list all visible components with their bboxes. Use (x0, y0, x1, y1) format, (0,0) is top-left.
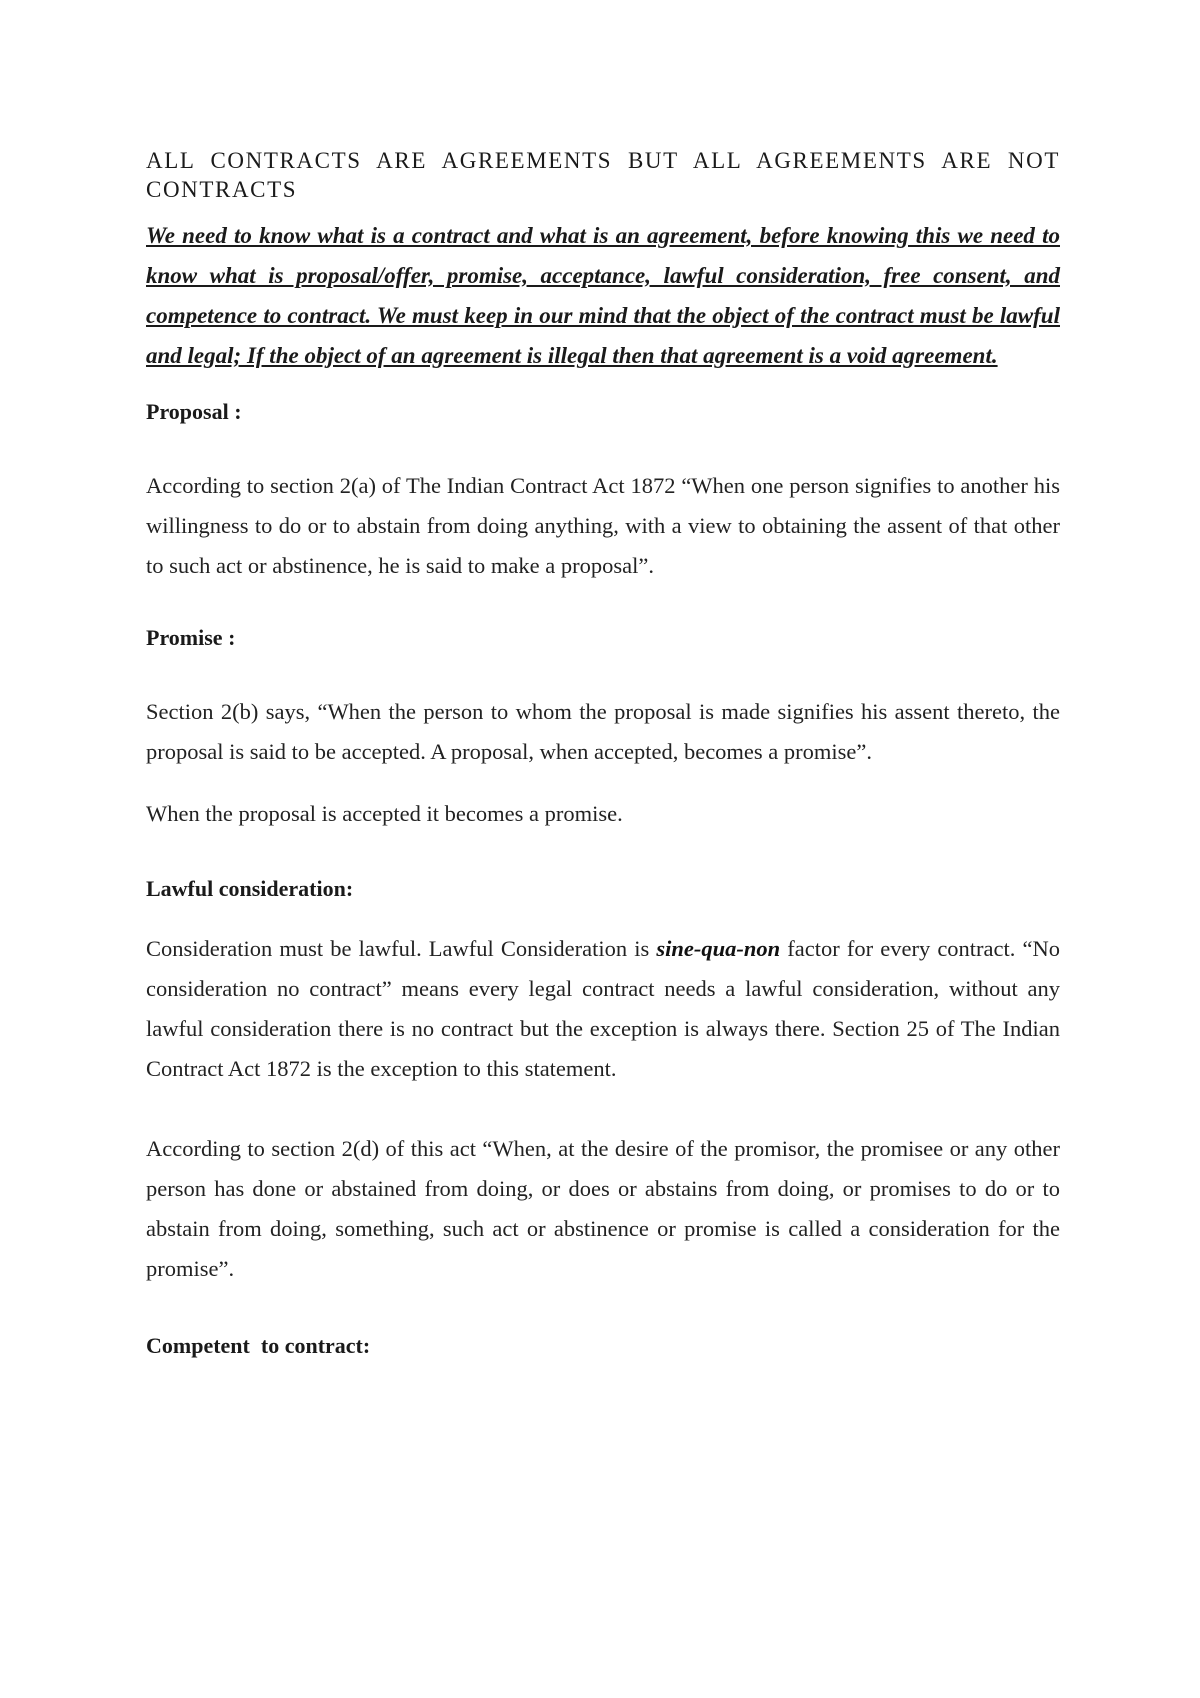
promise-heading: Promise : (146, 625, 236, 650)
document-title: ALL CONTRACTS ARE AGREEMENTS BUT ALL AGREEMENTS ARE NOT CONTRACTS (146, 148, 1060, 202)
competent-to-contract-heading: Competent to contract: (146, 1333, 371, 1358)
lawful-consideration-text-start: Consideration must be lawful. Lawful Consideration is (146, 936, 657, 961)
proposal-paragraph: According to section 2(a) of The Indian Contract Act 1872 “When one person signifies to another his willingness to do or to abstain from doing anything, with a view to obtaining the assent of that other to such act or abstinence, he is said to make a proposal”. (146, 473, 1060, 578)
proposal-heading: Proposal : (146, 399, 242, 424)
lawful-consideration-text-end: factor for every contract. “No consideration no contract” means every legal contract needs a lawful consideration, without any lawful consideration there is no contract but the exception is always there. Section 25 of The Indian Contract Act 1872 is the exception to this statement. (146, 936, 1061, 1081)
consideration-definition-paragraph: According to section 2(d) of this act “When, at the desire of the promisor, the promisee or any other person has done or abstained from doing, or does or abstains from doing, or promises to do or to abstain from doing, something, such act or abstinence or promise is called a consideration for the promise”. (146, 1136, 1060, 1281)
lawful-consideration-paragraph (146, 929, 1060, 1089)
document-page (146, 146, 1060, 1360)
lawful-consideration-heading: Lawful consideration: (146, 876, 354, 901)
promise-summary-paragraph: When the proposal is accepted it becomes a promise. (146, 801, 623, 826)
sine-qua-non-term: sine-qua-non (656, 936, 781, 961)
promise-paragraph: Section 2(b) says, “When the person to whom the proposal is made signifies his assent thereto, the proposal is said to be accepted. A proposal, when accepted, becomes a promise”. (146, 699, 1060, 764)
intro-paragraph: We need to know what is a contract and what is an agreement, before knowing this we need to know what is proposal/offer, promise, acceptance, lawful consideration, free consent, and competence to contract. We must keep in our mind that the object of the contract must be lawful and legal; If the object of an agreement is illegal then that agreement is a void agreement. (146, 223, 1060, 368)
